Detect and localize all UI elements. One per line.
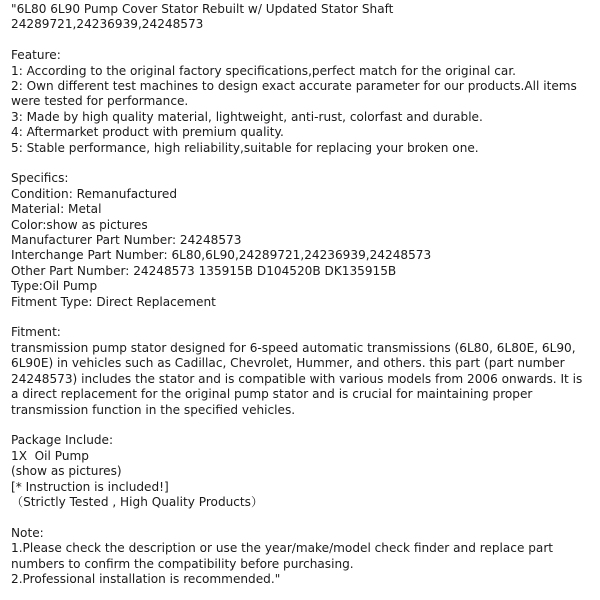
spec-other-part-number: Other Part Number: 24248573 135915B D104520B DK135915B	[11, 263, 397, 278]
blank-line	[11, 156, 592, 171]
note-item-1: 1.Please check the description or use the year/make/model check finder and replace part	[11, 541, 554, 556]
fitment-text-2: 6L90E) in vehicles such as Cadillac, Chevrolet, Hummer, and others. this part (part number	[11, 356, 565, 371]
fitment-text-4: a direct replacement for the original pump stator and is crucial for maintaining proper	[11, 387, 533, 402]
spec-manufacturer-part-number: Manufacturer Part Number: 24248573	[11, 233, 242, 248]
specifics-heading: Specifics:	[11, 171, 69, 186]
feature-item-1: 1: According to the original factory specifications,perfect match for the original car.	[11, 63, 517, 78]
spec-interchange-part-number: Interchange Part Number: 6L80,6L90,24289721,24236939,24248573	[11, 248, 432, 263]
spec-color: Color:show as pictures	[11, 217, 148, 232]
blank-line	[11, 310, 592, 325]
blank-line	[11, 33, 592, 48]
fitment-text-3: 24248573) includes the stator and is compatible with various models from 2006 onwards. It is	[11, 371, 583, 386]
fitment-text-1: transmission pump stator designed for 6-speed automatic transmissions (6L80, 6L80E, 6L90,	[11, 340, 576, 355]
package-item-instruction: [* Instruction is included!]	[11, 479, 169, 494]
feature-item-2-cont: were tested for performance.	[11, 94, 189, 109]
feature-item-5: 5: Stable performance, high reliability,suitable for replacing your broken one.	[11, 140, 479, 155]
blank-line	[11, 418, 592, 433]
feature-item-3: 3: Made by high quality material, lightweight, anti-rust, colorfast and durable.	[11, 109, 483, 124]
package-item-quality: （Strictly Tested , High Quality Products）	[11, 494, 264, 509]
title-part-numbers: 24289721,24236939,24248573	[11, 17, 204, 32]
package-item-pictures: (show as pictures)	[11, 464, 122, 479]
note-item-2: 2.Professional installation is recommended."	[11, 571, 281, 586]
title-line: "6L80 6L90 Pump Cover Stator Rebuilt w/ Updated Stator Shaft	[11, 2, 394, 16]
spec-condition: Condition: Remanufactured	[11, 186, 177, 201]
fitment-text-5: transmission function in the specified vehicles.	[11, 402, 296, 417]
spec-fitment-type: Fitment Type: Direct Replacement	[11, 294, 216, 309]
spec-material: Material: Metal	[11, 202, 102, 217]
feature-heading: Feature:	[11, 48, 61, 63]
note-item-1-cont: numbers to confirm the compatibility before purchasing.	[11, 556, 354, 571]
spec-type: Type:Oil Pump	[11, 279, 98, 294]
package-heading: Package Include:	[11, 433, 114, 448]
blank-line	[11, 510, 592, 525]
fitment-heading: Fitment:	[11, 325, 61, 340]
feature-item-2: 2: Own different test machines to design exact accurate parameter for our products.All items	[11, 79, 577, 94]
package-item-pump: 1X Oil Pump	[11, 448, 89, 463]
feature-item-4: 4: Aftermarket product with premium quality.	[11, 125, 284, 140]
note-heading: Note:	[11, 525, 44, 540]
